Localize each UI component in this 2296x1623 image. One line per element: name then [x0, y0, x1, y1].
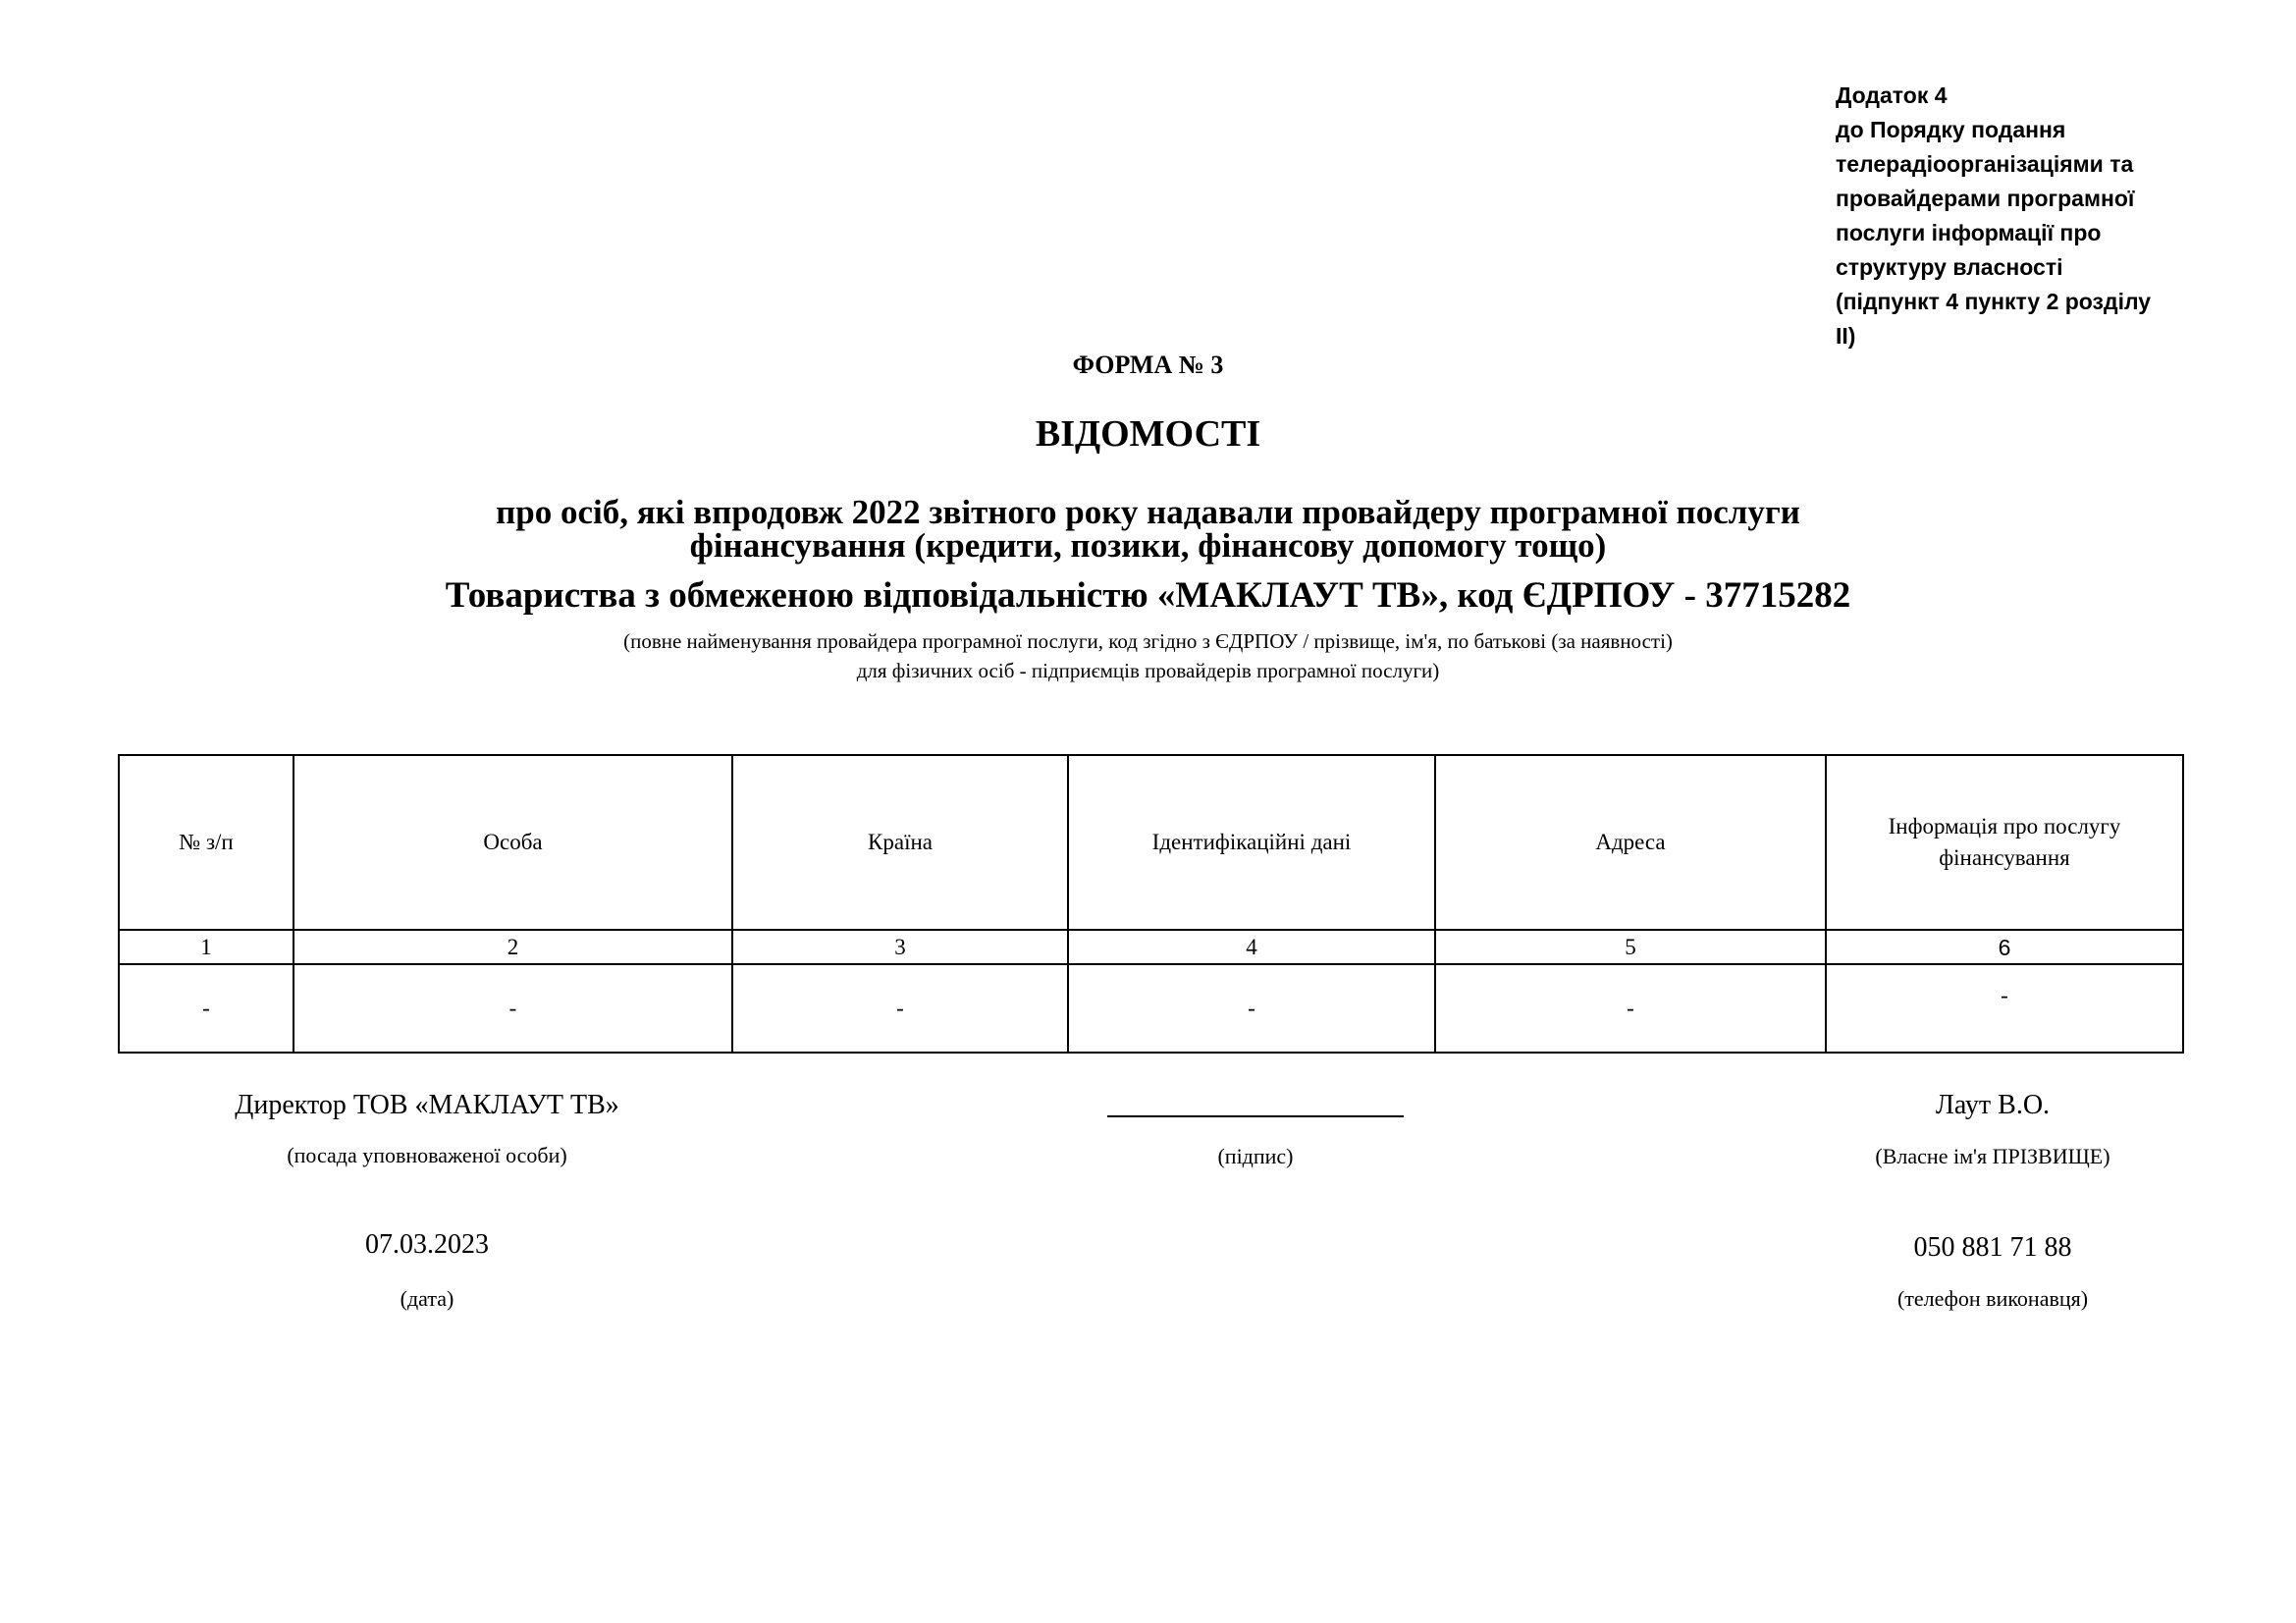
table-header-row — [119, 755, 2183, 930]
table-cell: - — [732, 964, 1068, 1053]
signatory-position-caption: (посада уповноваженої особи) — [287, 1143, 567, 1167]
column-number-cell: 5 — [1435, 930, 1826, 964]
caption-line: для фізичних осіб - підприємців провайдерів програмної послуги) — [856, 659, 1440, 682]
table-row — [119, 964, 2183, 1053]
form-number: ФОРМА № 3 — [1072, 351, 1224, 379]
annex-line: Додаток 4 — [1836, 82, 1948, 108]
signature-line — [1107, 1115, 1404, 1117]
signatory-name-caption: (Власне ім'я ПРІЗВИЩЕ) — [1875, 1144, 2110, 1168]
subtitle-line: про осіб, які впродовж 2022 звітного року надавали провайдеру програмної послуги — [496, 493, 1800, 531]
company-name-caption — [0, 626, 2296, 685]
phone-caption: (телефон виконавця) — [1896, 1286, 2089, 1311]
annex-line: послуги інформації про — [1836, 220, 2102, 245]
annex-line: ІІ) — [1836, 323, 1856, 349]
column-number-cell: 2 — [294, 930, 732, 964]
header-cell-identification: Ідентифікаційні дані — [1068, 755, 1435, 930]
column-number-cell: 1 — [119, 930, 294, 964]
signature-caption: (підпис) — [1217, 1144, 1294, 1168]
column-number-cell: 3 — [732, 930, 1068, 964]
header-cell-address: Адреса — [1435, 755, 1826, 930]
subtitle-line: фінансування (кредити, позики, фінансову допомогу тощо) — [689, 526, 1607, 565]
header-cell-number: № з/п — [119, 755, 294, 930]
annex-line: (підпункт 4 пункту 2 розділу — [1836, 289, 2152, 314]
table-cell: - — [1068, 964, 1435, 1053]
caption-line: (повне найменування провайдера програмної послуги, код згідно з ЄДРПОУ / прізвище, ім'я, по батькові (за наявності) — [623, 629, 1673, 653]
annex-line: до Порядку подання — [1836, 117, 2066, 142]
table-number-row — [119, 930, 2183, 964]
header-cell-financing-info: Інформація про послугу фінансування — [1826, 755, 2183, 930]
header-cell-person: Особа — [294, 755, 732, 930]
header-cell-country: Країна — [732, 755, 1068, 930]
financing-table — [118, 754, 2184, 1054]
document-title: ВІДОМОСТІ — [1035, 413, 1261, 455]
document-date: 07.03.2023 — [365, 1229, 489, 1260]
date-caption: (дата) — [400, 1286, 454, 1311]
company-name: Товариства з обмеженою відповідальністю «МАКЛАУТ ТВ», код ЄДРПОУ - 37715282 — [445, 575, 1851, 616]
executor-phone: 050 881 71 88 — [1913, 1232, 2072, 1263]
annex-line: провайдерами програмної — [1836, 186, 2135, 211]
table-cell: - — [1826, 964, 2183, 1053]
annex-line: структуру власності — [1836, 254, 2063, 280]
column-number-cell: 4 — [1068, 930, 1435, 964]
document-subtitle — [0, 493, 2296, 565]
signatory-name: Лаут В.О. — [1935, 1090, 2051, 1120]
table-cell: - — [294, 964, 732, 1053]
column-number-cell: 6 — [1826, 930, 2183, 964]
annex-line: телерадіоорганізаціями та — [1836, 151, 2134, 177]
table-cell: - — [1435, 964, 1826, 1053]
table-cell: - — [119, 964, 294, 1053]
annex-note — [1836, 79, 2189, 353]
signatory-position: Директор ТОВ «МАКЛАУТ ТВ» — [235, 1090, 619, 1120]
